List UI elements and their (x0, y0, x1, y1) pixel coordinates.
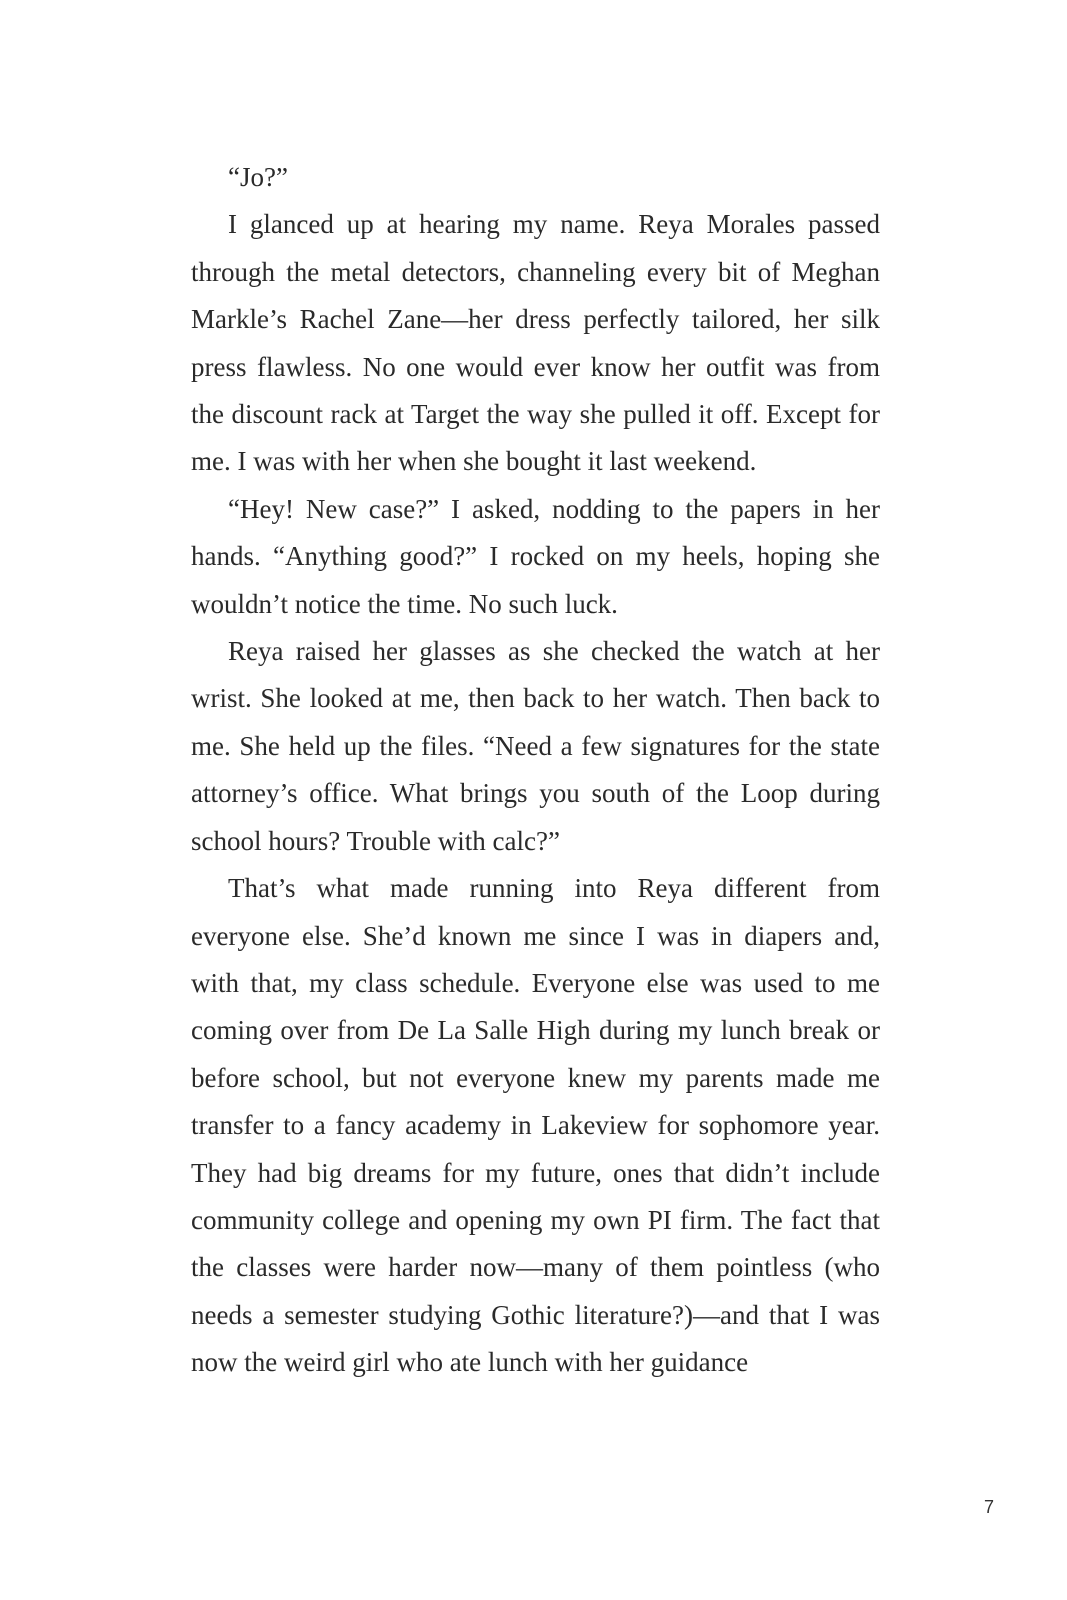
paragraph-2: I glanced up at hearing my name. Reya Morales passed through the metal detectors, channeling every bit of Meghan Markle’s Rachel Zane—her dress perfectly tailored, her silk press flawless. No one would ever know her outfit was from the discount rack at Target the way she pulled it off. Except for me. I was with her when she bought it last weekend. (191, 209, 880, 477)
paragraph-3: “Hey! New case?” I asked, nodding to the papers in her hands. “Anything good?” I rocked on my heels, hoping she wouldn’t notice the time. No such luck. (191, 493, 880, 619)
paragraph-1: “Jo?” (228, 162, 288, 192)
page-number: 7 (984, 1497, 995, 1517)
body-text (191, 154, 880, 1387)
paragraph-4: Reya raised her glasses as she checked the watch at her wrist. She looked at me, then back to her watch. Then back to me. She held up the files. “Need a few signatures for the state attorney’s office. What brings you south of the Loop during school hours? Trouble with calc?” (191, 636, 880, 856)
paragraph-5: That’s what made running into Reya different from everyone else. She’d known me since I was in diapers and, with that, my class schedule. Everyone else was used to me coming over from De La Salle High during my lunch break or before school, but not everyone knew my parents made me transfer to a fancy academy in Lakeview for sophomore year. They had big dreams for my future, ones that didn’t include community college and opening my own PI firm. The fact that the classes were harder now—many of them pointless (who needs a semester studying Gothic literature?)—and that I was now the weird girl who ate lunch with her guidance (191, 873, 880, 1378)
